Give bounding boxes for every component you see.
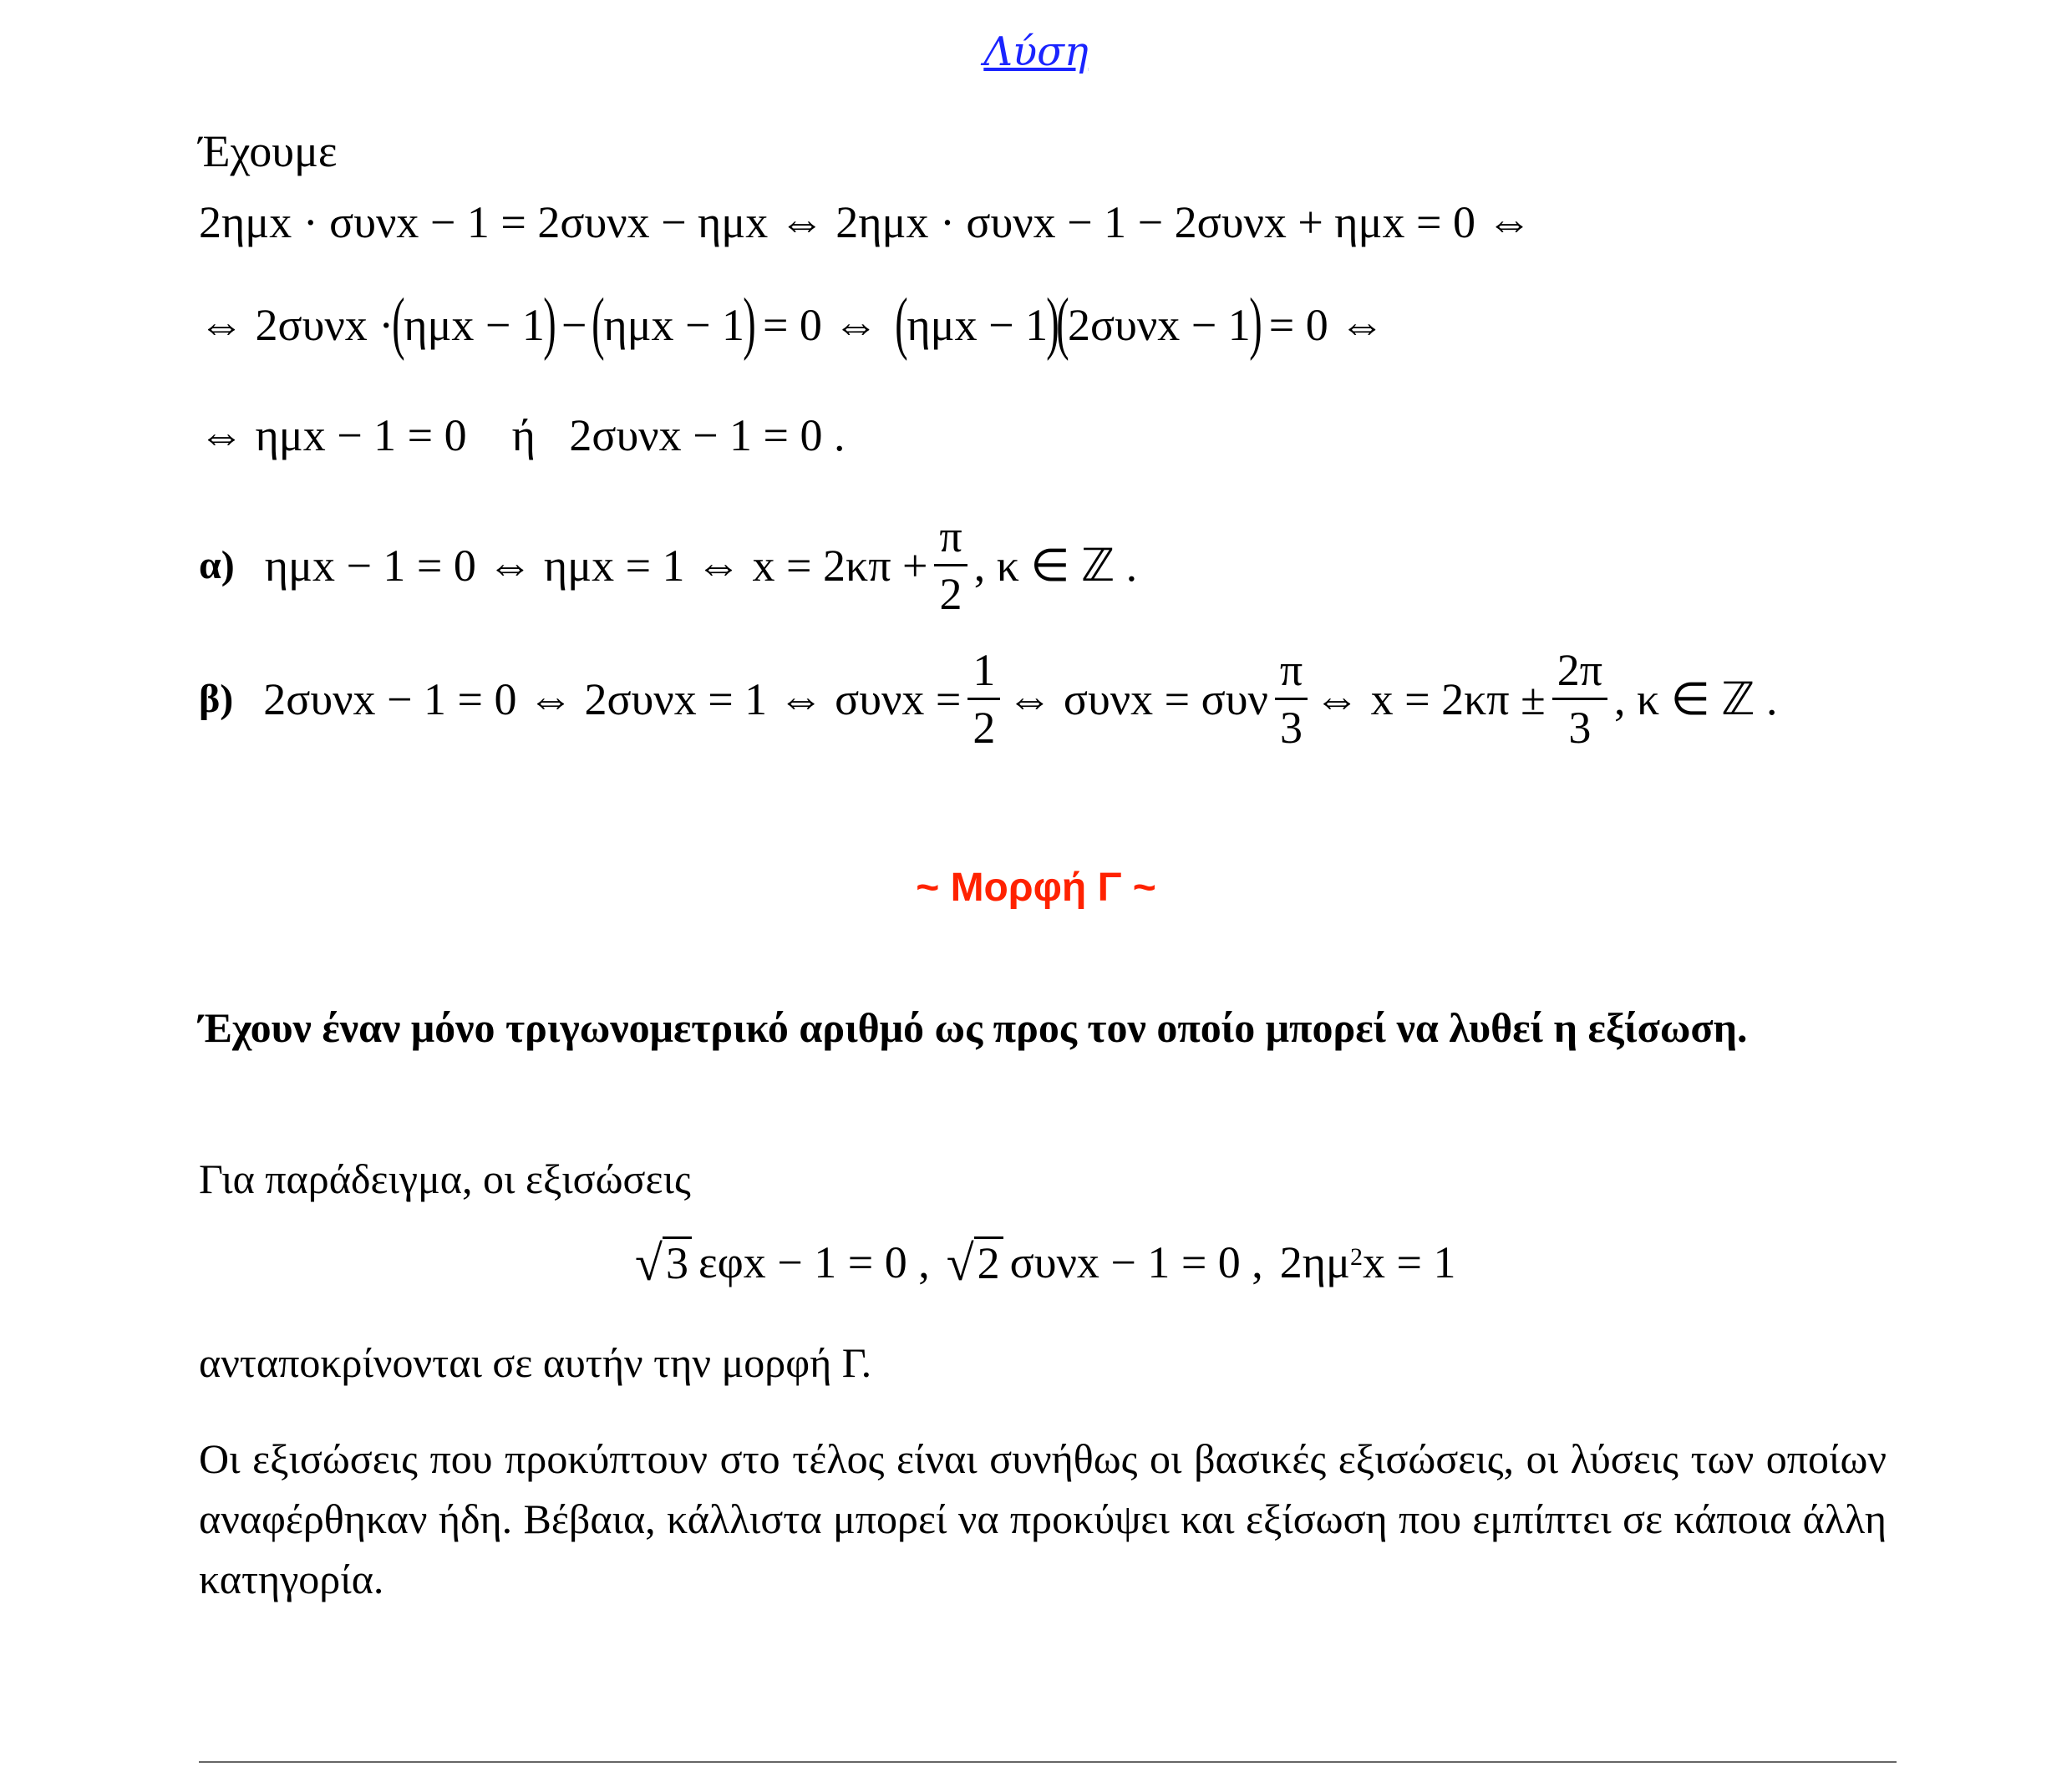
fraction-pi-over-2: $\frac{\pi}{2}$	[934, 514, 967, 617]
final-paragraph: Οι εξισώσεις που προκύπτουν στο τέλος είναι συνήθως οι βασικές εξισώσεις, οι λύσεις των οποίων αναφέρθηκαν ήδη. Βέβαια, κάλλιστα μπορεί να προκύψει και εξίσωση που εμπίπτει σε κάποια άλλη κατηγορία.	[199, 1435, 1887, 1602]
equation-line-2: ⇔ 2συνx · ( ημx − 1 ) − ( ημx − 1 ) = 0 ⇔ ( ημx − 1 ) ( 2συνx − 1 ) = 0 ⇔	[199, 284, 1385, 362]
open-paren: (	[1056, 284, 1069, 362]
close-paren: )	[1249, 284, 1262, 362]
equation-line-3: ⇔ ημx − 1 = 0 ή 2συνx − 1 = 0 .	[199, 410, 846, 460]
open-paren: (	[895, 284, 909, 362]
case-a: α) ημx − 1 = 0 ⇔ ημx = 1 ⇔ x = 2κπ + $\frac{\pi}{2}$ , κ ∈ ℤ .	[199, 511, 1138, 619]
open-paren: (	[592, 284, 606, 362]
section-heading: ~ Μορφή Γ ~	[916, 866, 1156, 910]
fraction-pi-over-3: $\frac{\pi}{3}$	[1275, 647, 1308, 750]
example-equations: √ 3 εφx − 1 = 0 , √ 2 συνx − 1 = 0 , 2ημ $^2$ x = 1	[635, 1236, 1456, 1292]
solution-link[interactable]: Λύση	[983, 28, 1089, 75]
sqrt-2: √ 2	[947, 1236, 1003, 1288]
sqrt-3: √ 3	[635, 1236, 692, 1288]
example-conclusion: ανταποκρίνονται σε αυτήν την μορφή Γ.	[199, 1339, 872, 1386]
close-paren: )	[543, 284, 556, 362]
intro-text: Έχουμε	[199, 126, 338, 176]
close-paren: )	[743, 284, 756, 362]
example-intro: Για παράδειγμα, οι εξισώσεις	[199, 1155, 691, 1202]
fraction-1-over-2: $\frac{1}{2}$	[967, 647, 1000, 750]
open-paren: (	[392, 284, 405, 362]
case-a-label: α)	[199, 543, 235, 587]
bottom-divider	[199, 1761, 1897, 1763]
section-description: Έχουν έναν μόνο τριγωνομετρικό αριθμό ως προς τον οποίο μπορεί να λυθεί η εξίσωση.	[199, 1004, 1748, 1051]
case-b: β) 2συνx − 1 = 0 ⇔ 2συνx = 1 ⇔ συνx = $\frac{1}{2}$ ⇔ συνx = συν $\frac{\pi}{3}$ ⇔ x = 2κπ ± $\frac{2\pi}{3}$ , κ ∈ ℤ .	[199, 645, 1778, 753]
equation-line-1: 2ημx · συνx − 1 = 2συνx − ημx ⇔ 2ημx · συνx − 1 − 2συνx + ημx = 0 ⇔	[199, 197, 1532, 247]
case-b-label: β)	[199, 677, 234, 721]
close-paren: )	[1046, 284, 1059, 362]
fraction-2pi-over-3: $\frac{2\pi}{3}$	[1552, 647, 1607, 750]
